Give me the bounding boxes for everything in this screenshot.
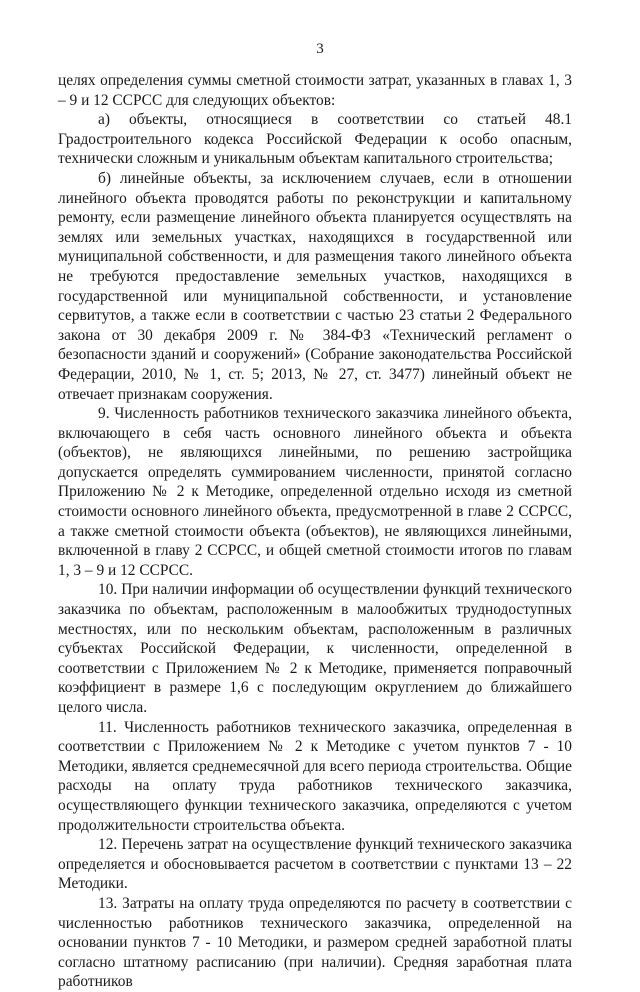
document-body: [58, 71, 572, 992]
paragraph-9: 9. Численность работников технического заказчика линейного объекта, включающего в себя часть основного линейного объекта и объекта (объектов), не являющихся линейными, по решению застройщика допускается определять суммированием численности, принятой согласно Приложению № 2 к Методике, определенной отдельно исходя из сметной стоимости основного линейного объекта, предусмотренной в главе 2 ССРСС, а также сметной стоимости объекта (объектов), не являющихся линейными, включенной в главу 2 ССРСС, и общей сметной стоимости итогов по главам 1, 3 – 9 и 12 ССРСС.: [58, 405, 572, 579]
paragraph-11: 11. Численность работников технического заказчика, определенная в соответствии с Приложением № 2 к Методике с учетом пунктов 7 - 10 Методики, является среднемесячной для всего периода строительства. Общие расходы на оплату труда работников технического заказчика, осуществляющего функции технического заказчика, определяются с учетом продолжительности строительства объекта.: [58, 718, 572, 834]
paragraph-12: 12. Перечень затрат на осуществление функций технического заказчика определяется и обосновывается расчетом в соответствии с пунктами 13 – 22 Методики.: [58, 836, 572, 893]
paragraph-item-b: б) линейные объекты, за исключением случаев, если в отношении линейного объекта проводятся работы по реконструкции и капитальному ремонту, если размещение линейного объекта планируется осуществлять на землях или земельных участках, находящихся в государственной или муниципальной собственности, и для размещения такого линейного объекта не требуются предоставление земельных участков, находящихся в государственной или муниципальной собственности, и установление сервитутов, а также если в соответствии с частью 23 статьи 2 Федерального закона от 30 декабря 2009 г. № 384-ФЗ «Технический регламент о безопасности зданий и сооружений» (Собрание законодательства Российской Федерации, 2010, № 1, ст. 5; 2013, № 27, ст. 3477) линейный объект не отвечает признакам сооружения.: [58, 169, 572, 403]
paragraph-item-a: а) объекты, относящиеся в соответствии со статьей 48.1 Градостроительного кодекса Российской Федерации к особо опасным, технически сложным и уникальным объектам капитального строительства;: [58, 111, 572, 168]
paragraph-intro: целях определения суммы сметной стоимости затрат, указанных в главах 1, 3 – 9 и 12 ССРСС для следующих объектов:: [58, 72, 572, 109]
paragraph-13: 13. Затраты на оплату труда определяются по расчету в соответствии с численностью работников технического заказчика, определенной на основании пунктов 7 - 10 Методики, и размером средней заработной платы согласно штатному расписанию (при наличии). Средняя заработная плата работников: [58, 894, 572, 991]
page-number: 3: [316, 41, 324, 57]
paragraph-10: 10. При наличии информации об осуществлении функций технического заказчика по объектам, расположенным в малообжитых труднодоступных местностях, или по нескольким объектам, расположенным в различных субъектах Российской Федерации, к численности, определенной в соответствии с Приложением № 2 к Методике, применяется поправочный коэффициент в размере 1,6 с последующим округлением до ближайшего целого числа.: [58, 581, 572, 716]
